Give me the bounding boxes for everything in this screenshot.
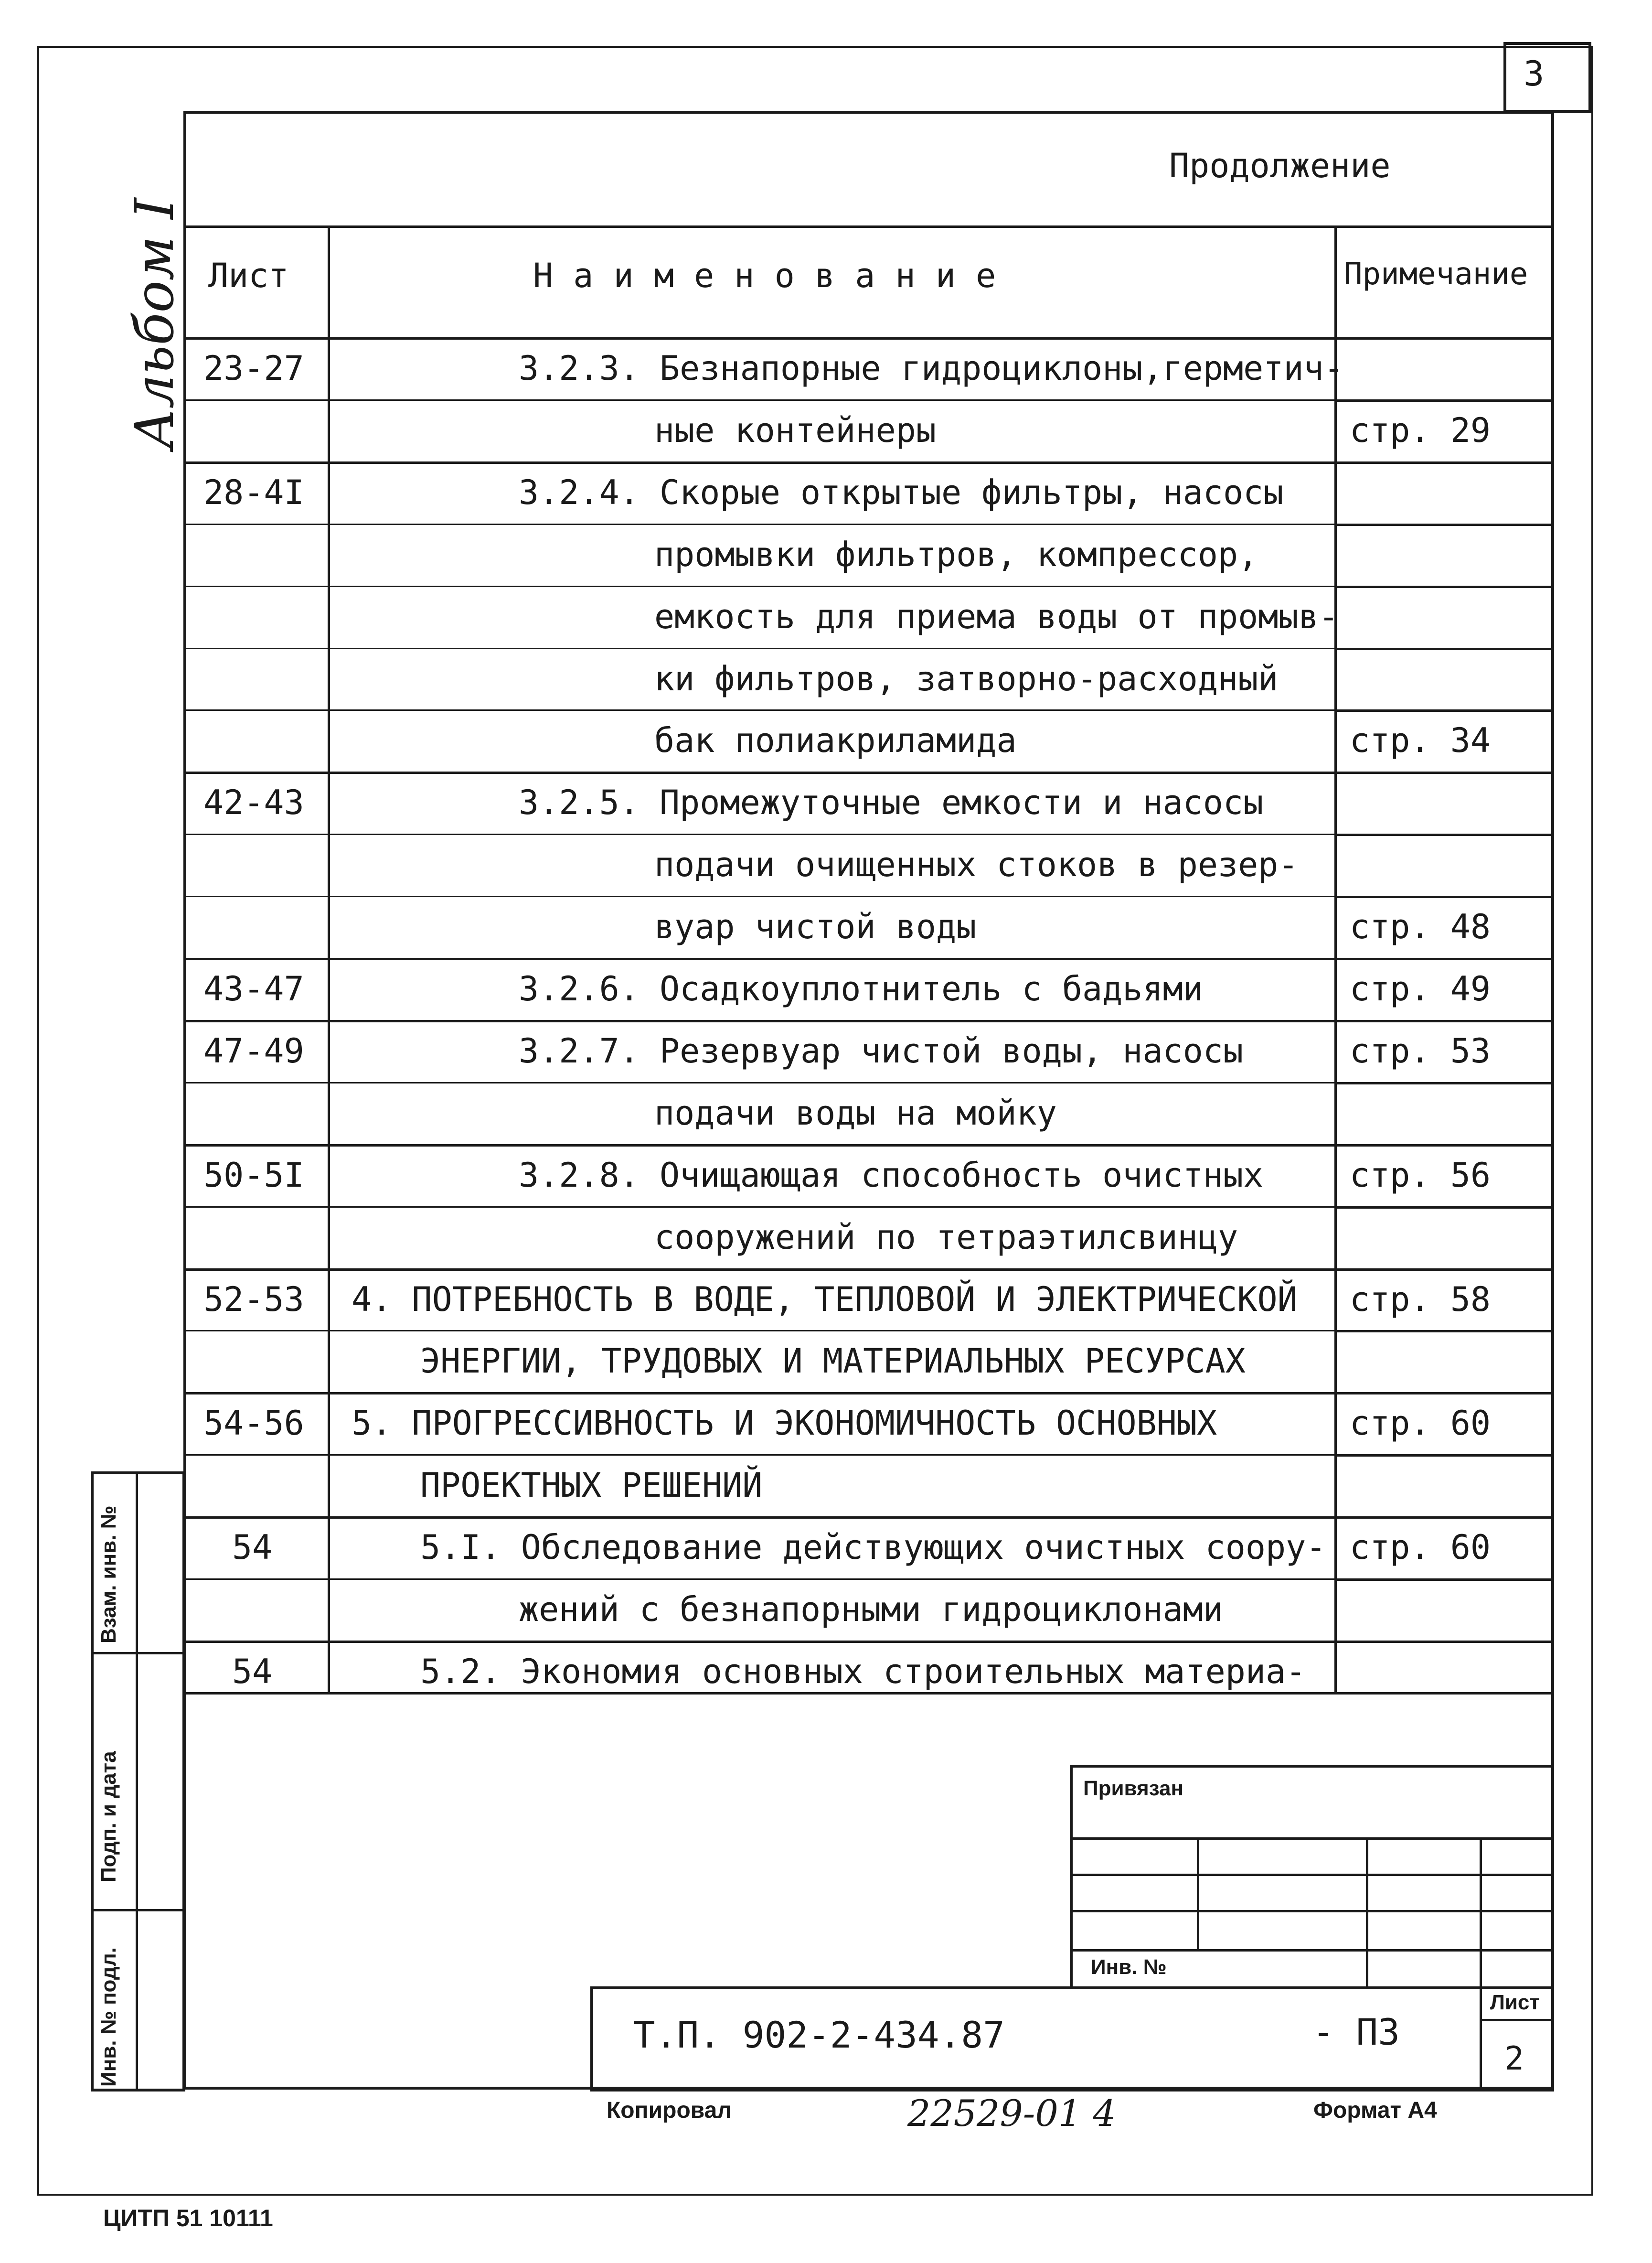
header-note: Примечание [1344, 257, 1528, 292]
row-name: вуар чистой воды [654, 907, 977, 947]
row-note: стр. 56 [1350, 1155, 1491, 1195]
table-row-subline [183, 1578, 328, 1580]
header-bottom-line [183, 337, 1554, 340]
row-sheet: 54-56 [203, 1404, 304, 1443]
row-note: стр. 29 [1350, 410, 1491, 450]
table-row-line [1334, 709, 1554, 712]
table-row-line [183, 461, 1554, 464]
table-row-line [1334, 834, 1554, 836]
table-row-line [1334, 1082, 1554, 1084]
org-code: ЦИТП 51 10111 [103, 2205, 273, 2231]
row-sheet: 54 [232, 1652, 273, 1691]
row-sheet: 47-49 [203, 1031, 304, 1071]
row-sheet: 54 [232, 1528, 273, 1567]
table-row-subline [183, 524, 328, 525]
row-sheet: 52-53 [203, 1279, 304, 1319]
table-row-subline [183, 834, 328, 835]
stamp-podp-data: Подп. и дата [97, 1751, 120, 1882]
copy-number: 22529-01 4 [907, 2092, 1116, 2134]
table-row-line [1334, 648, 1554, 650]
table-row-line [183, 1020, 1554, 1022]
table-row-line [183, 1392, 1554, 1394]
table-top-line [183, 225, 1554, 228]
side-stamp-sep [136, 1471, 138, 2091]
row-name: 3.2.6. Осадкоуплотнитель с бадьями [519, 969, 1203, 1008]
row-name: 3.2.7. Резервуар чистой воды, насосы [519, 1031, 1244, 1071]
row-name: 3.2.4. Скорые открытые фильтры, насосы [519, 472, 1284, 512]
row-name: 4. ПОТРЕБНОСТЬ В ВОДЕ, ТЕПЛОВОЙ И ЭЛЕКТРИЧЕСКОЙ [352, 1279, 1298, 1319]
privyazan-col-3 [1480, 1837, 1482, 1988]
page-number: 3 [1524, 54, 1545, 94]
header-name: Н а и м е н о в а н и е [533, 256, 996, 295]
table-row-line [1334, 896, 1554, 898]
table-row-subline [328, 1578, 1335, 1580]
table-row-line [1334, 1206, 1554, 1209]
table-row-line [183, 1144, 1554, 1147]
row-name: 5. ПРОГРЕССИВНОСТЬ И ЭКОНОМИЧНОСТЬ ОСНОВНЫХ [352, 1404, 1217, 1443]
table-row-line [183, 1268, 1554, 1271]
row-name: 3.2.5. Промежуточные емкости и насосы [519, 783, 1264, 823]
privyazan-col-1 [1197, 1837, 1199, 1950]
row-name: промывки фильтров, компрессор, [654, 535, 1258, 574]
table-bottom-line [183, 1692, 1554, 1695]
row-note: стр. 60 [1350, 1528, 1491, 1567]
privyazan-label: Привязан [1083, 1777, 1184, 1800]
row-name: 5.I. Обследование действующих очистных соору- [420, 1528, 1326, 1567]
row-name: емкость для приема воды от промыв- [654, 597, 1339, 636]
sheet-label: Лист [1490, 1991, 1540, 2014]
row-name: 3.2.3. Безнапорные гидроциклоны,герметич- [519, 349, 1344, 388]
table-row-subline [183, 1206, 328, 1208]
table-row-line [183, 772, 1554, 774]
table-row-line [1334, 524, 1554, 526]
doc-code: Т.П. 902-2-434.87 [633, 2014, 1005, 2056]
table-row-subline [328, 399, 1335, 401]
row-note: стр. 34 [1350, 721, 1491, 761]
table-row-line [183, 958, 1554, 960]
row-name: подачи очищенных стоков в резер- [654, 845, 1299, 885]
format-label: Формат А4 [1313, 2098, 1437, 2123]
row-name: ЭНЕРГИИ, ТРУДОВЫХ И МАТЕРИАЛЬНЫХ РЕСУРСАХ [420, 1341, 1246, 1381]
row-name: ПРОЕКТНЫХ РЕШЕНИЙ [420, 1466, 763, 1505]
doc-suffix: - ПЗ [1312, 2011, 1400, 2053]
sheet-label-line [1480, 2019, 1553, 2021]
privyazan-col-2 [1366, 1837, 1368, 1988]
table-row-line [1334, 586, 1554, 588]
table-row-subline [328, 709, 1335, 711]
table-row-subline [183, 586, 328, 587]
table-row-subline [183, 1330, 328, 1331]
kopiroval-label: Копировал [607, 2098, 732, 2123]
row-name: 3.2.8. Очищающая способность очистных [519, 1155, 1264, 1195]
row-note: стр. 49 [1350, 969, 1491, 1008]
sheet-number: 2 [1504, 2040, 1524, 2078]
table-row-subline [328, 586, 1335, 587]
table-row-subline [328, 1206, 1335, 1208]
table-row-subline [328, 648, 1335, 649]
row-name: бак полиакриламида [654, 721, 1017, 761]
row-note: стр. 58 [1350, 1279, 1491, 1319]
table-row-subline [183, 709, 328, 711]
row-sheet: 23-27 [203, 349, 304, 388]
continuation-label: Продолжение [1169, 146, 1391, 185]
row-name: ные контейнеры [654, 410, 937, 450]
table-row-subline [183, 1454, 328, 1456]
row-sheet: 43-47 [203, 969, 304, 1008]
row-name: сооружений по тетраэтилсвинцу [654, 1217, 1238, 1257]
row-name: ки фильтров, затворно-расходный [654, 659, 1279, 698]
row-sheet: 50-5I [203, 1155, 304, 1195]
album-label: Альбом I [124, 198, 186, 449]
page-number-box [1503, 42, 1591, 113]
table-row-subline [183, 896, 328, 897]
table-row-line [1334, 1454, 1554, 1457]
table-row-line [183, 1516, 1554, 1519]
row-sheet: 28-4I [203, 472, 304, 512]
stamp-inv-podl: Инв. № подл. [97, 1947, 120, 2087]
side-stamp-line-2 [91, 1909, 184, 1911]
row-name: 5.2. Экономия основных строительных материа- [420, 1652, 1306, 1691]
table-row-subline [183, 648, 328, 649]
row-name: жений с безнапорными гидроциклонами [519, 1590, 1224, 1629]
table-row-subline [328, 1330, 1335, 1331]
table-row-line [183, 1641, 1554, 1643]
table-row-subline [328, 1454, 1335, 1456]
row-note: стр. 53 [1350, 1031, 1491, 1071]
row-note: стр. 48 [1350, 907, 1491, 947]
table-row-subline [328, 834, 1335, 835]
table-row-subline [328, 524, 1335, 525]
stamp-vzam-inv: Взам. инв. № [97, 1505, 120, 1643]
designation-sep [1480, 1986, 1482, 2091]
table-row-subline [328, 1082, 1335, 1083]
row-sheet: 42-43 [203, 783, 304, 823]
table-row-subline [328, 896, 1335, 897]
row-note: стр. 60 [1350, 1404, 1491, 1443]
header-sheet: Лист [208, 256, 289, 295]
table-row-line [1334, 1578, 1554, 1581]
table-row-subline [183, 399, 328, 401]
table-row-line [1334, 399, 1554, 402]
row-name: подачи воды на мойку [654, 1093, 1057, 1133]
side-stamp-line-1 [91, 1652, 184, 1654]
table-row-line [1334, 1330, 1554, 1332]
table-row-subline [183, 1082, 328, 1083]
inv-no-label: Инв. № [1091, 1955, 1167, 1979]
